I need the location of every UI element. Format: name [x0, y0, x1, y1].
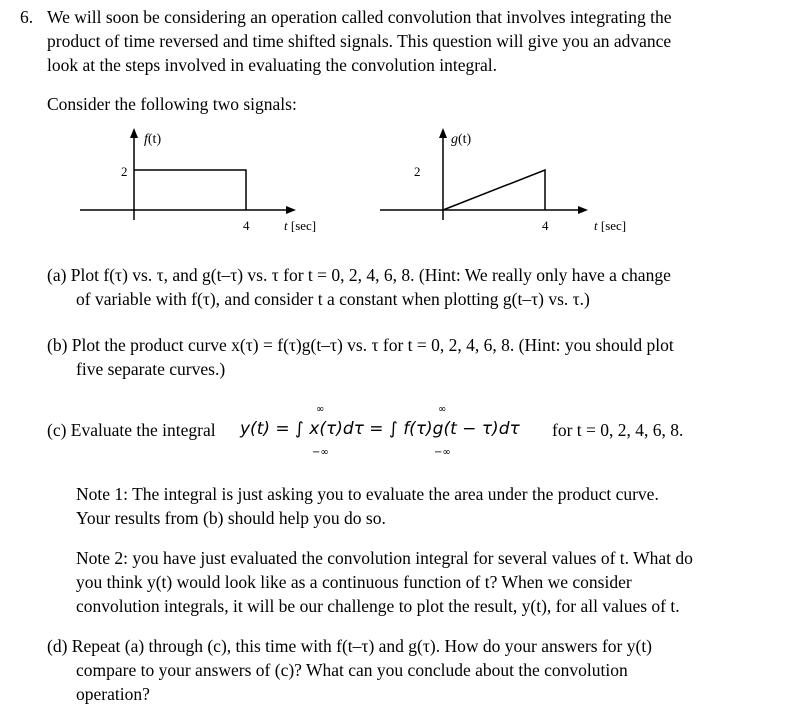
plot-g	[370, 120, 630, 240]
integral-1-lower-limit: −∞	[312, 447, 329, 458]
intro-line-3: look at the steps involved in evaluating the convolution integral.	[47, 55, 498, 75]
part-c-prefix: (c) Evaluate the integral	[47, 420, 216, 440]
g-signal-line	[443, 170, 545, 210]
g-label: g(t)	[451, 132, 472, 147]
f-y-tick-label: 2	[121, 164, 128, 179]
note-1-line-1: Note 1: The integral is just asking you to evaluate the area under the product curve.	[76, 484, 659, 504]
part-a-line-2: of variable with f(τ), and consider t a constant when plotting g(t–τ) vs. τ.)	[76, 289, 590, 309]
consider-line: Consider the following two signals:	[47, 94, 297, 114]
f-y-arrow	[130, 128, 138, 138]
g-x-arrow	[578, 206, 588, 214]
intro-line-1: We will soon be considering an operation called convolution that involves integrating the	[47, 7, 672, 27]
note-1-line-2: Your results from (b) should help you do so.	[76, 508, 386, 528]
part-c-suffix: for t = 0, 2, 4, 6, 8.	[552, 420, 684, 440]
part-d-line-3: operation?	[76, 684, 150, 704]
integral-2-lower-limit: −∞	[434, 447, 451, 458]
f-x-arrow	[286, 206, 296, 214]
f-x-axis-label: t [sec]	[284, 218, 317, 233]
intro-line-2: product of time reversed and time shifted signals. This question will give you an advance	[47, 31, 672, 51]
f-x-tick-label: 4	[243, 218, 250, 233]
g-x-axis-label: t [sec]	[594, 218, 627, 233]
part-d-line-1: (d) Repeat (a) through (c), this time with f(t–τ) and g(τ). How do your answers for y(t)	[47, 636, 653, 656]
g-y-tick-label: 2	[414, 164, 421, 179]
problem-number: 6.	[20, 7, 34, 27]
part-b-line-2: five separate curves.)	[76, 359, 226, 379]
note-2-line-3: convolution integrals, it will be our challenge to plot the result, y(t), for all values of t.	[76, 596, 680, 616]
integral-1-upper-limit: ∞	[316, 404, 325, 415]
g-x-tick-label: 4	[542, 218, 549, 233]
note-2-line-1: Note 2: you have just evaluated the convolution integral for several values of t. What do	[76, 548, 693, 568]
convolution-integral-formula: y(t) = ∫ x(τ)dτ = ∫ f(τ)g(t − τ)dτ	[240, 419, 520, 439]
part-d-line-2: compare to your answers of (c)? What can you conclude about the convolution	[76, 660, 628, 680]
f-signal-line	[134, 170, 246, 210]
g-y-arrow	[439, 128, 447, 138]
f-label: f(t)	[144, 132, 162, 147]
integral-2-upper-limit: ∞	[438, 404, 447, 415]
part-b-line-1: (b) Plot the product curve x(τ) = f(τ)g(t–τ) vs. τ for t = 0, 2, 4, 6, 8. (Hint: you should plot	[47, 335, 674, 355]
part-a-line-1: (a) Plot f(τ) vs. τ, and g(t–τ) vs. τ for t = 0, 2, 4, 6, 8. (Hint: We really only have a change	[47, 265, 671, 285]
note-2-line-2: you think y(t) would look like as a continuous function of t? When we consider	[76, 572, 632, 592]
